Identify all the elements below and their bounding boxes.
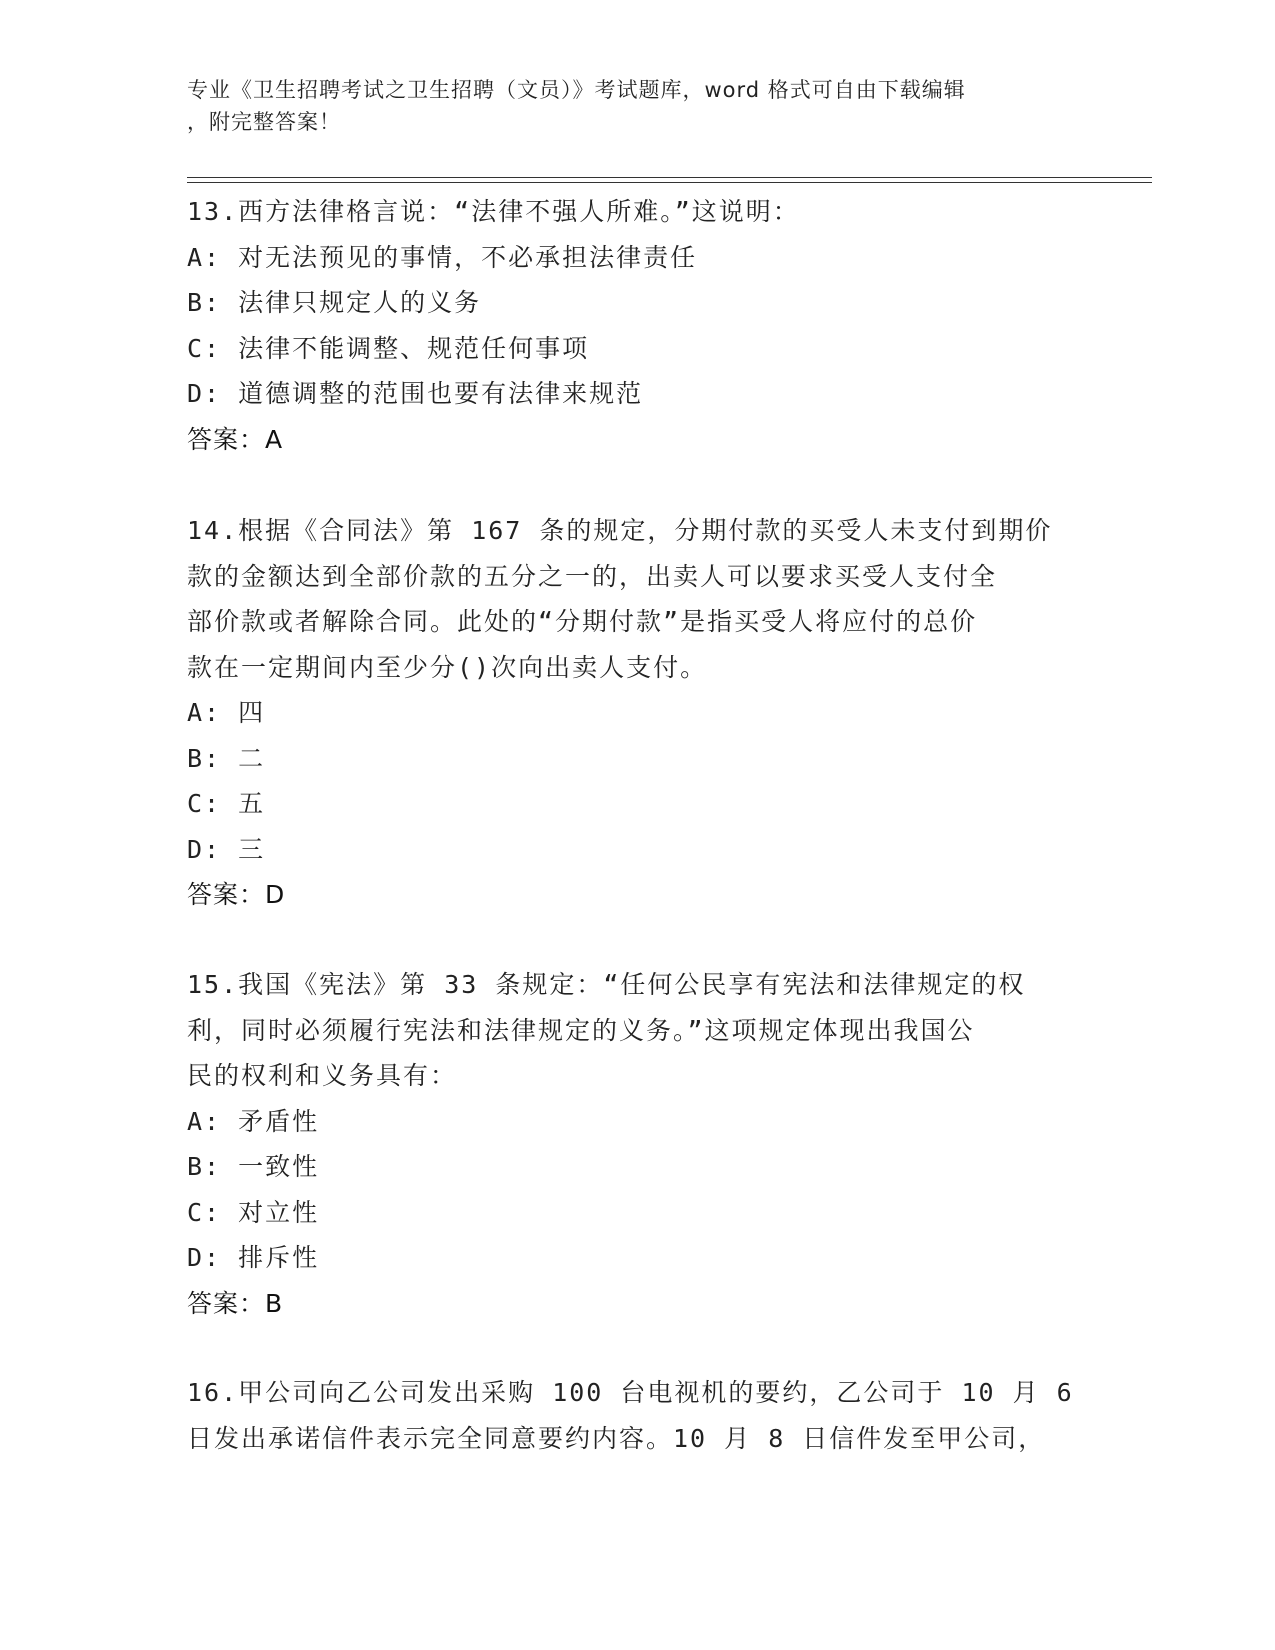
question-16 bbox=[187, 1370, 1087, 1461]
header-divider-bottom bbox=[187, 182, 1152, 183]
option-d: D: 道德调整的范围也要有法律来规范 bbox=[187, 379, 644, 408]
option-d: D: 三 bbox=[187, 834, 266, 864]
option-a: A: 四 bbox=[187, 698, 266, 727]
document-header bbox=[187, 74, 1087, 138]
answer: 答案：D bbox=[187, 880, 286, 909]
header-line-1: 专业《卫生招聘考试之卫生招聘（文员）》考试题库，word 格式可自由下载编辑 bbox=[187, 78, 966, 102]
header-line-2: ，附完整答案！ bbox=[187, 110, 341, 134]
question-text-line: 13.西方法律格言说：“法律不强人所难。”这说明： bbox=[187, 197, 800, 226]
question-15 bbox=[187, 962, 1087, 1326]
question-text-line: 16.甲公司向乙公司发出采购 100 台电视机的要约，乙公司于 10 月 6 bbox=[187, 1378, 1074, 1407]
question-text-line: 15.我国《宪法》第 33 条规定：“任何公民享有宪法和法律规定的权 bbox=[187, 970, 1026, 999]
header-divider-top bbox=[187, 177, 1152, 178]
question-13 bbox=[187, 189, 1087, 462]
answer: 答案：B bbox=[187, 1288, 284, 1318]
question-text-line: 利，同时必须履行宪法和法律规定的义务。”这项规定体现出我国公 bbox=[187, 1015, 975, 1045]
question-text-line: 民的权利和义务具有： bbox=[187, 1061, 458, 1090]
question-14 bbox=[187, 508, 1087, 918]
question-text-line: 14.根据《合同法》第 167 条的规定，分期付款的买受人未支付到期价 bbox=[187, 516, 1053, 545]
answer: 答案：A bbox=[187, 424, 284, 454]
option-b: B: 二 bbox=[187, 743, 266, 773]
option-a: A: 对无法预见的事情，不必承担法律责任 bbox=[187, 242, 698, 272]
option-d: D: 排斥性 bbox=[187, 1243, 320, 1272]
question-text-line: 部价款或者解除合同。此处的“分期付款”是指买受人将应付的总价 bbox=[187, 607, 978, 636]
option-c: C: 对立性 bbox=[187, 1197, 320, 1227]
option-c: C: 法律不能调整、规范任何事项 bbox=[187, 333, 590, 363]
option-b: B: 一致性 bbox=[187, 1152, 320, 1181]
option-b: B: 法律只规定人的义务 bbox=[187, 288, 482, 317]
option-a: A: 矛盾性 bbox=[187, 1106, 320, 1136]
option-c: C: 五 bbox=[187, 789, 266, 818]
question-text-line: 款在一定期间内至少分()次向出卖人支付。 bbox=[187, 652, 708, 682]
question-text-line: 日发出承诺信件表示完全同意要约内容。10 月 8 日信件发至甲公司， bbox=[187, 1423, 1046, 1453]
question-text-line: 款的金额达到全部价款的五分之一的，出卖人可以要求买受人支付全 bbox=[187, 561, 998, 591]
